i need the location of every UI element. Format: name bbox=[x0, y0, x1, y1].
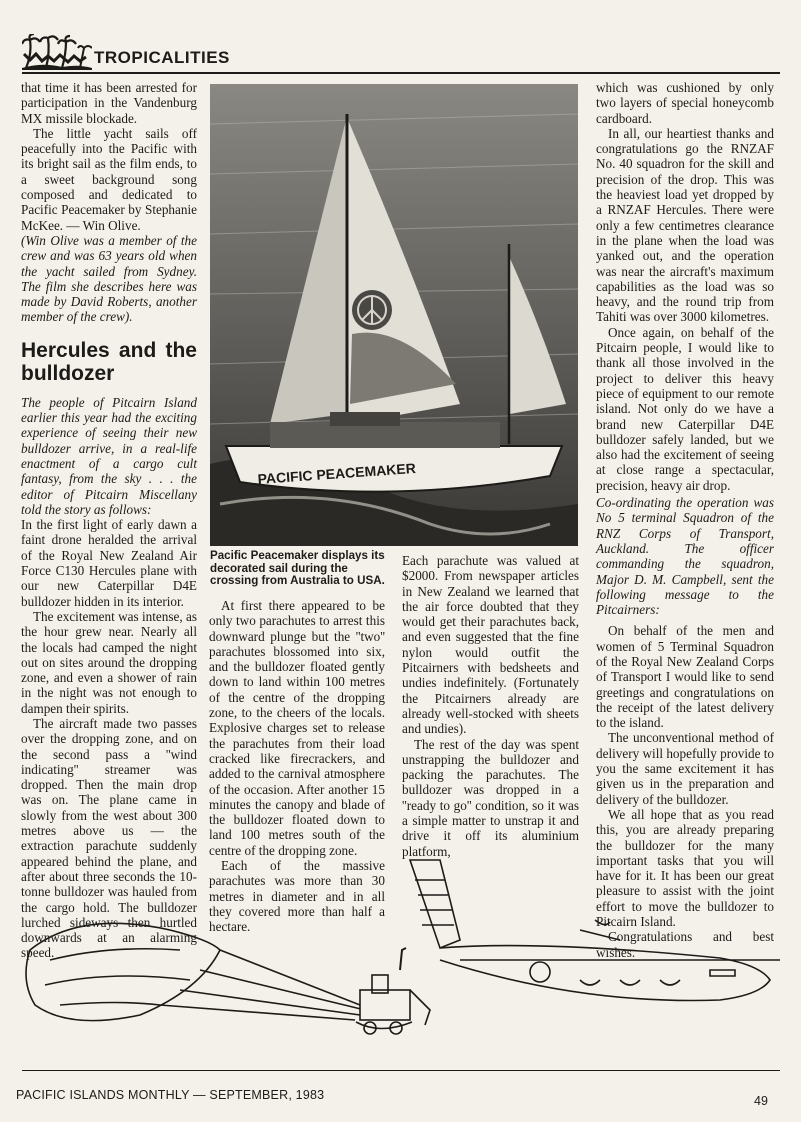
tropicalities-logo-icon bbox=[22, 34, 92, 70]
paragraph: Congratulations and best wishes. bbox=[596, 929, 774, 960]
page-number: 49 bbox=[754, 1094, 768, 1108]
paragraph: The little yacht sails off peacefully into the Pacific with its bright sail as the film ends, to a sweet background song composed and dedicated to Pacific Peacemaker by Stephanie McKee. — Win Olive. bbox=[21, 125, 197, 233]
article-headline: Hercules and the bulldozer bbox=[21, 338, 197, 385]
column-4 bbox=[596, 80, 774, 960]
article-intro: The people of Pitcairn Island earlier this year had the exciting experience of seeing their new bulldozer arrive, in a real-life enactment of a cargo cult fantasy, from the sky . . . the editor of Pitcairn Miscellany told the story as follows: bbox=[21, 394, 197, 517]
paragraph: At first there appeared to be only two parachutes to arrest this downward plunge but the ''two'' parachutes blossomed into six, and the bulldozer floated gently down to land within 100 metres of the centre of the dropping zone, to the cheers of the locals. Explosive charges set to release the parachutes from their load cracked like firecrackers, and added to the carnival atmosphere of the occasion. After another 15 minutes the canopy and blade of the bulldozer floated down to land 100 metres south of the centre of the dropping zone. bbox=[209, 598, 385, 858]
paragraph: Once again, on behalf of the Pitcairn people, I would like to thank all those involved in the project to deliver this heavy piece of equipment to our remote island. Not only do we have a brand new Caterpillar D4E bulldozer safely landed, but we also had the excitement of seeing at close range a spectacular, precision, heavy air drop. bbox=[596, 324, 774, 493]
paragraph: Each parachute was valued at $2000. From newspaper articles in New Zealand we learned that the air force doubted that they would get their parachutes back, and even suggested that the fine nylon would outfit the Pitcairners with bedsheets and undies indefinitely. (Fortunately the Pitcairners already are already well-stocked with sheets and undies). bbox=[402, 553, 579, 737]
operation-intro: Co-ordinating the operation was No 5 terminal Squadron of the RNZ Corps of Transport, Auckland. The officer commanding the squadron, Major D. M. Campbell, sent the following message to the Pitcairners: bbox=[596, 495, 774, 618]
paragraph: which was cushioned by only two layers of special honeycomb cardboard. bbox=[596, 80, 774, 126]
paragraph: Each of the massive parachutes was more than 30 metres in diameter and in all they covered more than half a hectare. bbox=[209, 858, 385, 935]
hull-name-label: PACIFIC PEACEMAKER bbox=[257, 459, 417, 487]
editor-note: (Win Olive was a member of the crew and was 63 years old when the yacht sailed from Sydney. The film she describes here was made by David Roberts, another member of the crew). bbox=[21, 232, 197, 325]
paragraph: In all, our heartiest thanks and congratulations go the RNZAF No. 40 squadron for the skill and precision of the drop. This was the heaviest load yet dropped by a RNZAF Hercules. There were only a few centimetres clearance in the plane when the load was yanked out, and the operation was near the aircraft's maximum capabilities as the load was so heavy, and the round trip from Tahiti was over 3000 kilometres. bbox=[596, 125, 774, 325]
parachute-icon bbox=[26, 923, 220, 1020]
section-title: TROPICALITIES bbox=[94, 48, 230, 67]
paragraph: The aircraft made two passes over the dropping zone, and on the second pass a ''wind indicating'' streamer was dropped. Then the main drop was on. The plane came in slowly from the west about 300 metres above us — the extraction parachute suddenly appeared behind the plane, and after about three seconds the 10-tonne bulldozer was hauled from the cargo hold. The bulldozer lurched sideways then hurtled downwards at an alarming speed. bbox=[21, 715, 197, 961]
paragraph: On behalf of the men and women of 5 Terminal Squadron of the Royal New Zealand Corps of Transport I would like to send greetings and congratulations on the receipt of the latest delivery to the island. bbox=[596, 623, 774, 731]
footer-rule bbox=[22, 1070, 780, 1071]
header-rule bbox=[22, 72, 780, 74]
yacht-photo bbox=[210, 84, 578, 546]
publication-footer: PACIFIC ISLANDS MONTHLY — SEPTEMBER, 1983 bbox=[16, 1088, 325, 1102]
paragraph: The excitement was intense, as the hour grew near. Nearly all the locals had camped the night out on sites around the dropping zone, and even a shower of rain in the night was not enough to dampen their spirits. bbox=[21, 608, 197, 716]
paragraph: The unconventional method of delivery will hopefully provide to you the same excitement it has given us in the preparation and delivery of the bulldozer. bbox=[596, 730, 774, 807]
paragraph: that time it has been arrested for participation in the Vandenburg MX missile blockade. bbox=[21, 80, 197, 126]
column-3 bbox=[402, 553, 579, 859]
bulldozer-icon bbox=[356, 948, 430, 1034]
column-1 bbox=[21, 80, 197, 961]
paragraph: We all hope that as you read this, you are already preparing the bulldozer for the many important tasks that you will have for it. It has been our great pleasure to assist with the joint effort to move the bulldozer to Pitcairn Island. bbox=[596, 806, 774, 930]
paragraph: In the first light of early dawn a faint drone heralded the arrival of the Royal New Zealand Air Force C130 Hercules plane with our new Caterpillar D4E bulldozer hidden in its interior. bbox=[21, 517, 197, 609]
cartoon-illustration bbox=[20, 840, 780, 1065]
paragraph: The rest of the day was spent unstrapping the bulldozer and packing the parachutes. The bulldozer was dropped in a ''ready to go'' condition, so it was a simple matter to unstrap it and drive it off its aluminium platform, bbox=[402, 736, 579, 859]
photo-caption: Pacific Peacemaker displays its decorated sail during the crossing from Australia to USA. bbox=[210, 549, 385, 588]
hercules-plane-icon bbox=[410, 860, 780, 1001]
